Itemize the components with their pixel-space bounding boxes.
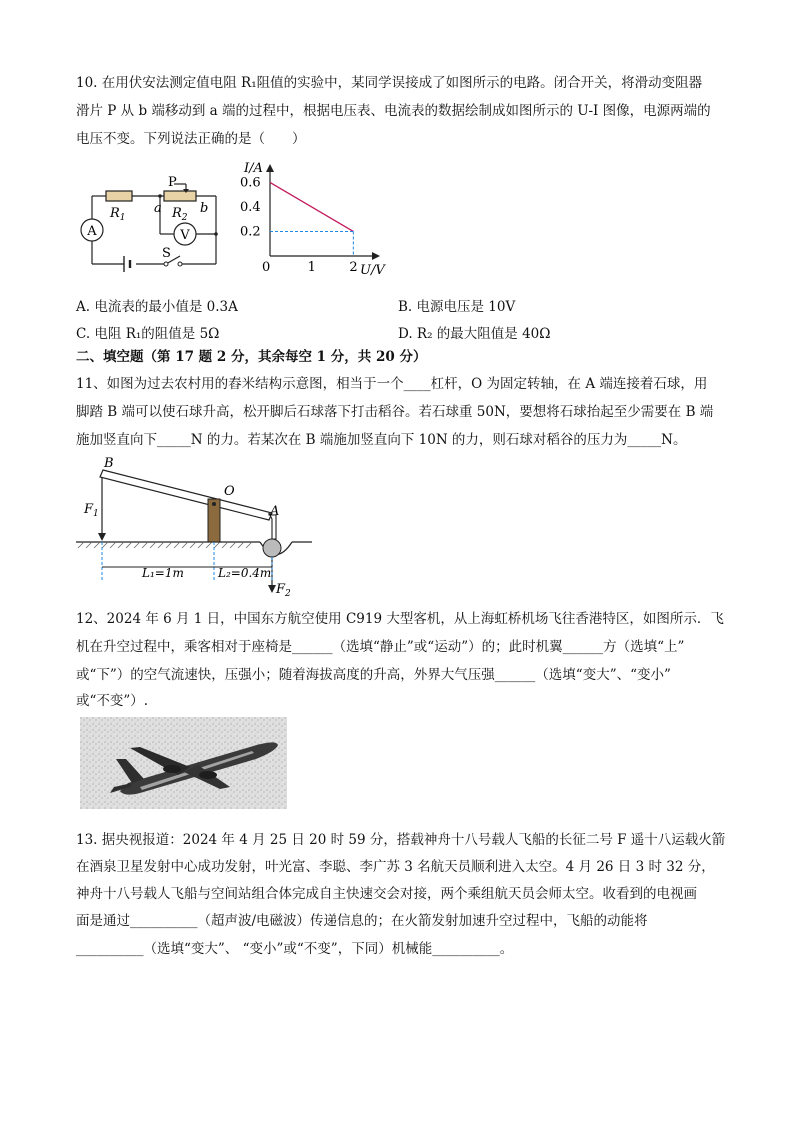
q10-line-2: 滑片 P 从 b 端移动到 a 端的过程中，根据电压表、电流表的数据绘制成如图所示的 U-I 图像，电源两端的 xyxy=(76,103,711,119)
q10-option-b: B. 电源电压是 10V xyxy=(398,299,516,315)
graph-xtick-label: 2 xyxy=(349,260,358,275)
q10-ui-graph xyxy=(236,156,392,276)
q10-line-3: 电压不变。下列说法正确的是（ ） xyxy=(76,131,306,147)
resistor-r2 xyxy=(164,191,196,201)
point-a-label: A xyxy=(270,504,280,519)
graph-ytick-label: 0.2 xyxy=(240,224,261,240)
q13-line-3: 神舟十八号载人飞船与空间站组合体完成自主快速交会对接，两个乘组航天员会师太空。收看到的电视画 xyxy=(76,886,697,902)
q10-circuit-diagram xyxy=(76,160,226,272)
graph-ytick-label: 0.6 xyxy=(240,175,261,191)
arm-l2-label: L₂=0.4m xyxy=(218,566,272,580)
force-f1-label: $F_1$ xyxy=(84,502,99,519)
resistor-r1 xyxy=(106,191,132,201)
voltmeter-label: V xyxy=(180,228,190,243)
q13-line-4: 面是通过__________（超声波/电磁波）传递信息的；在火箭发射加速升空过程中，飞船的动能将 xyxy=(76,913,648,929)
r1-label: $R_1$ xyxy=(110,206,126,223)
end-b-label: b xyxy=(200,201,209,216)
switch-label: S xyxy=(162,246,171,261)
q10-option-d: D. R₂ 的最大阻值是 40Ω xyxy=(398,326,551,342)
graph-xlabel: U/V xyxy=(360,263,385,276)
graph-ytick-label: 0.4 xyxy=(240,199,261,215)
graph-series-line xyxy=(270,182,353,231)
ammeter-label: A xyxy=(87,224,97,239)
r2-label: $R_2$ xyxy=(172,206,188,223)
q13-line-5: __________（选填“变大”、 “变小”或“不变”，下同）机械能__________。 xyxy=(76,941,514,957)
graph-origin: 0 xyxy=(262,260,271,275)
q12-airplane-photo xyxy=(80,717,287,809)
q11-lever-diagram xyxy=(76,455,316,600)
lever-beam xyxy=(100,470,272,520)
graph-ylabel: I/A xyxy=(244,161,263,176)
q10-line-1: 10. 在用伏安法测定值电阻 R₁阻值的实验中，某同学误接成了如图所示的电路。闭合开关，将滑动变阻器 xyxy=(76,75,703,91)
pivot-o-label: O xyxy=(224,484,235,499)
arm-l1-label: L₁=1m xyxy=(142,566,184,580)
q12-line-1: 12、2024 年 6 月 1 日，中国东方航空使用 C919 大型客机，从上海虹桥机场飞往香港特区，如图所示．飞 xyxy=(76,611,724,627)
stone-ball xyxy=(263,539,281,557)
q11-line-3: 施加竖直向下_____N 的力。若某次在 B 端施加竖直向下 10N 的力，则石球对稻谷的压力为_____N。 xyxy=(76,432,687,448)
q12-line-2: 机在升空过程中，乘客相对于座椅是______（选填“静止”或“运动”）的；此时机翼______方（选填“上” xyxy=(76,639,685,655)
battery-icon xyxy=(124,256,130,272)
q13-line-1: 13. 据央视报道：2024 年 4 月 25 日 20 时 59 分，搭载神舟十八号载人飞船的长征二号 F 遥十八运载火箭 xyxy=(76,832,726,848)
end-a-label: a xyxy=(154,201,162,216)
q13-line-2: 在酒泉卫星发射中心成功发射，叶光富、李聪、李广苏 3 名航天员顺利进入太空。4 月 26 日 3 时 32 分， xyxy=(76,859,715,875)
q12-line-4: 或“不变”）. xyxy=(76,693,149,709)
q11-line-2: 脚踏 B 端可以使石球升高，松开脚后石球落下打击稻谷。若石球重 50N，要想将石球抬起至少需要在 B 端 xyxy=(76,404,714,420)
section-title-fill-in: 二、填空题（第 17 题 2 分，其余每空 1 分，共 20 分） xyxy=(76,349,427,365)
q10-option-c: C. 电阻 R₁的阻值是 5Ω xyxy=(76,326,220,342)
q11-line-1: 11、如图为过去农村用的舂米结构示意图，相当于一个____杠杆，O 为固定转轴，在 A 端连接着石球，用 xyxy=(76,376,708,392)
q10-option-a: A. 电流表的最小值是 0.3A xyxy=(76,299,238,315)
q12-line-3: 或“下”）的空气流速快，压强小；随着海拔高度的升高，外界大气压强______（选填“变大”、“变小” xyxy=(76,667,671,683)
force-f2-label: $F_2$ xyxy=(276,582,291,599)
slider-p-label: P xyxy=(168,175,177,190)
point-b-label: B xyxy=(104,456,114,471)
graph-xtick-label: 1 xyxy=(307,260,316,275)
